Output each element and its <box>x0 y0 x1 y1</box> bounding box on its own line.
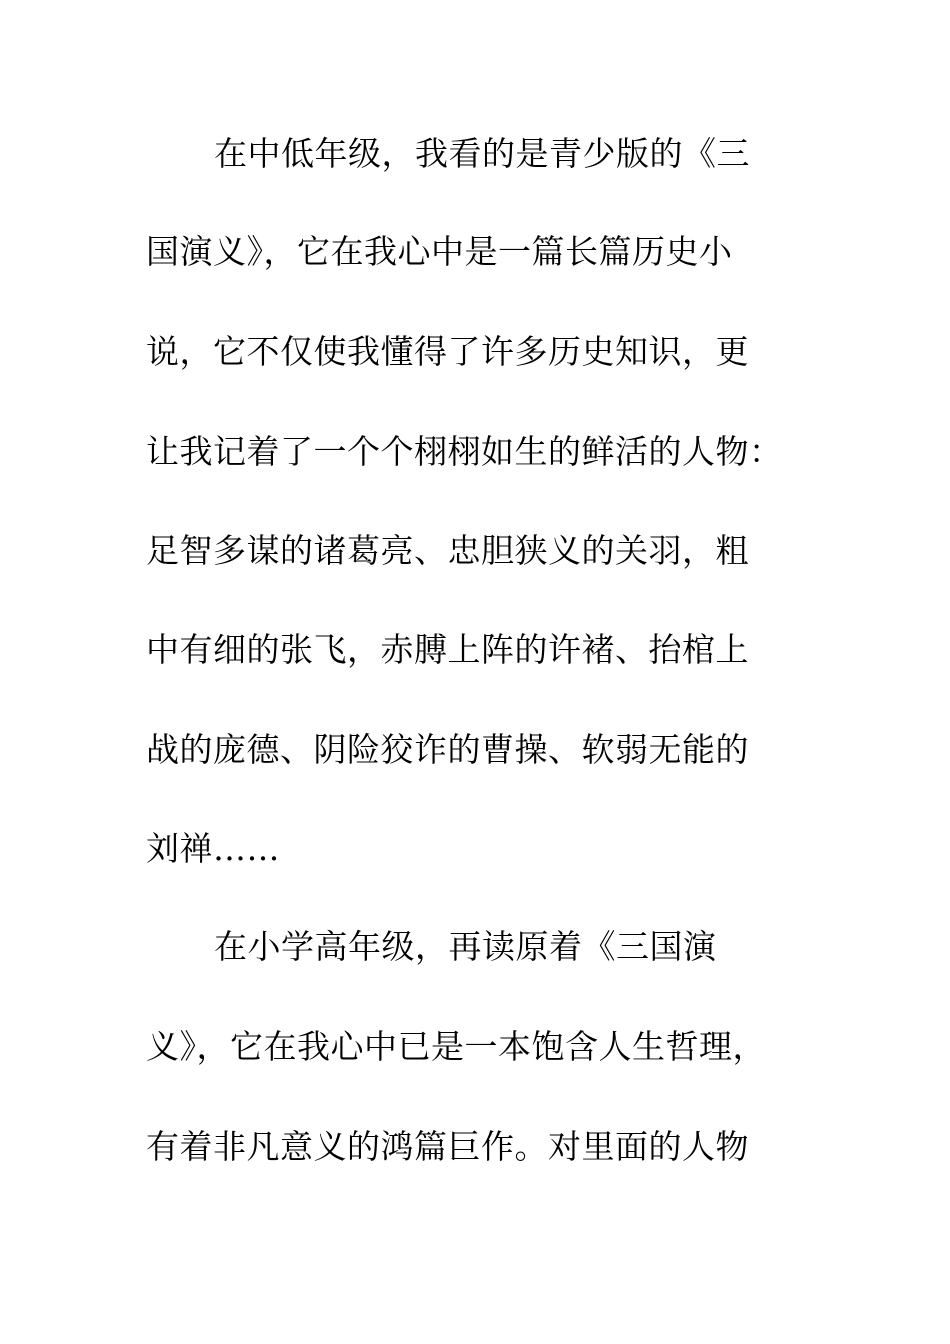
paragraph-1-line-2: 国演义》，它在我心中是一篇长篇历史小 <box>146 232 733 271</box>
paragraph-1-line-4: 让我记着了一个个栩栩如生的鲜活的人物： <box>146 432 783 471</box>
paragraph-1-line-6: 中有细的张飞，赤膊上阵的许褚、抬棺上 <box>146 630 749 669</box>
paragraph-1-line-8: 刘禅…… <box>146 829 280 868</box>
paragraph-1-line-1: 在中低年级，我看的是青少版的《三 <box>214 134 750 173</box>
paragraph-2-line-1: 在小学高年级，再读原着《三国演 <box>214 927 717 966</box>
paragraph-2-line-2: 义》，它在我心中已是一本饱含人生哲理， <box>146 1027 766 1066</box>
paragraph-2-line-3: 有着非凡意义的鸿篇巨作。对里面的人物 <box>146 1127 749 1166</box>
paragraph-1-line-7: 战的庞德、阴险狡诈的曹操、软弱无能的 <box>146 730 749 769</box>
paragraph-1-line-3: 说，它不仅使我懂得了许多历史知识，更 <box>146 332 749 371</box>
paragraph-1-line-5: 足智多谋的诸葛亮、忠胆狭义的关羽，粗 <box>146 531 749 570</box>
